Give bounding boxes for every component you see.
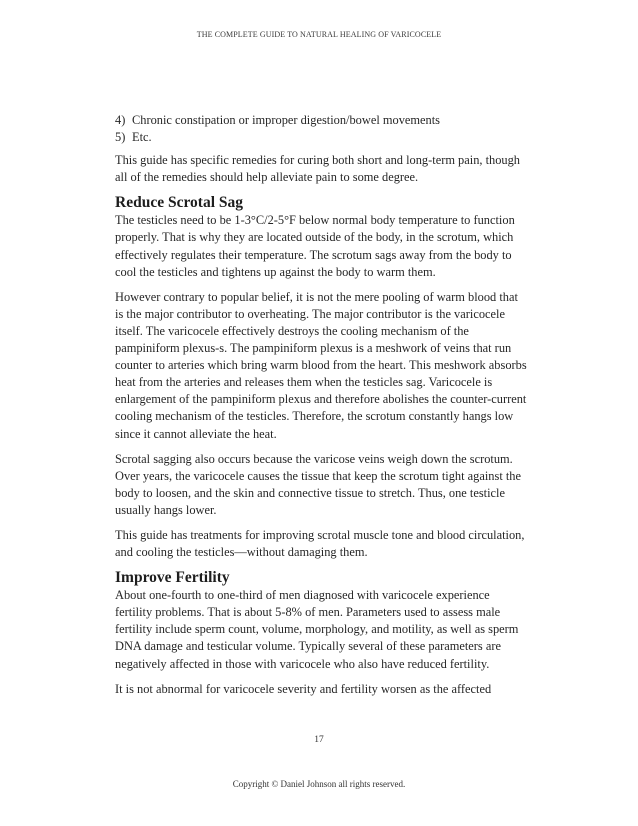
- list-text: Etc.: [132, 130, 152, 145]
- paragraph: However contrary to popular belief, it is not the mere pooling of warm blood that is the major contributor to overheating. The major contributor is the varicocele itself. The varicocele effectively destroys the cooling mechanism of the pampiniform plexus-s. The pampiniform plexus is a meshwork of veins that run counter to arteries which bring warm blood from the heart. This meshwork absorbs heat from the arteries and releases them when the testicles sag. Varicocele is enlargement of the pampiniform plexus and therefore abolishes the counter-current cooling mechanism of the testicles. Therefore, the scrotum constantly hangs low since it cannot alleviate the heat.: [115, 289, 527, 441]
- page-number: 17: [314, 735, 324, 745]
- paragraph: Scrotal sagging also occurs because the varicose veins weigh down the scrotum. Over years, the varicocele causes the tissue that keep the scrotum tight against the body to loosen, and the skin and connective tissue to stretch. Thus, one testicle usually hangs lower.: [115, 451, 521, 517]
- list-item: [115, 112, 527, 129]
- paragraph: About one-fourth to one-third of men diagnosed with varicocele experience fertility problems. That is about 5-8% of men. Parameters used to assess male fertility include sperm count, volume, morphology, and motility, as well as sperm DNA damage and testicular volume. Typically several of these parameters are negatively affected in those with varicocele who also have reduced fertility.: [115, 588, 519, 671]
- list-item: [115, 129, 527, 146]
- list-number: 5): [115, 130, 126, 145]
- copyright-footer: Copyright © Daniel Johnson all rights reserved.: [232, 779, 406, 789]
- list-number: 4): [115, 113, 126, 127]
- section-heading-fertility: Improve Fertility: [115, 569, 230, 587]
- paragraph: This guide has treatments for improving scrotal muscle tone and blood circulation, and cooling the testicles—without damaging them.: [115, 527, 525, 560]
- section-heading-scrotal-sag: Reduce Scrotal Sag: [115, 194, 244, 212]
- page-body: [115, 112, 527, 706]
- intro-paragraph: This guide has specific remedies for curing both short and long-term pain, though all of the remedies should help alleviate pain to some degree.: [115, 153, 521, 185]
- running-header: THE COMPLETE GUIDE TO NATURAL HEALING OF VARICOCELE: [196, 30, 442, 39]
- paragraph: It is not abnormal for varicocele severity and fertility worsen as the affected: [115, 681, 492, 696]
- list-text: Chronic constipation or improper digestion/bowel movements: [132, 113, 440, 127]
- paragraph: The testicles need to be 1-3°C/2-5°F below normal body temperature to function properly. That is why they are located outside of the body, in the scrotum, which effectively regulates their temperature. The scrotum sags away from the body to cool the testicles and tightens up against the body to warm them.: [115, 213, 515, 279]
